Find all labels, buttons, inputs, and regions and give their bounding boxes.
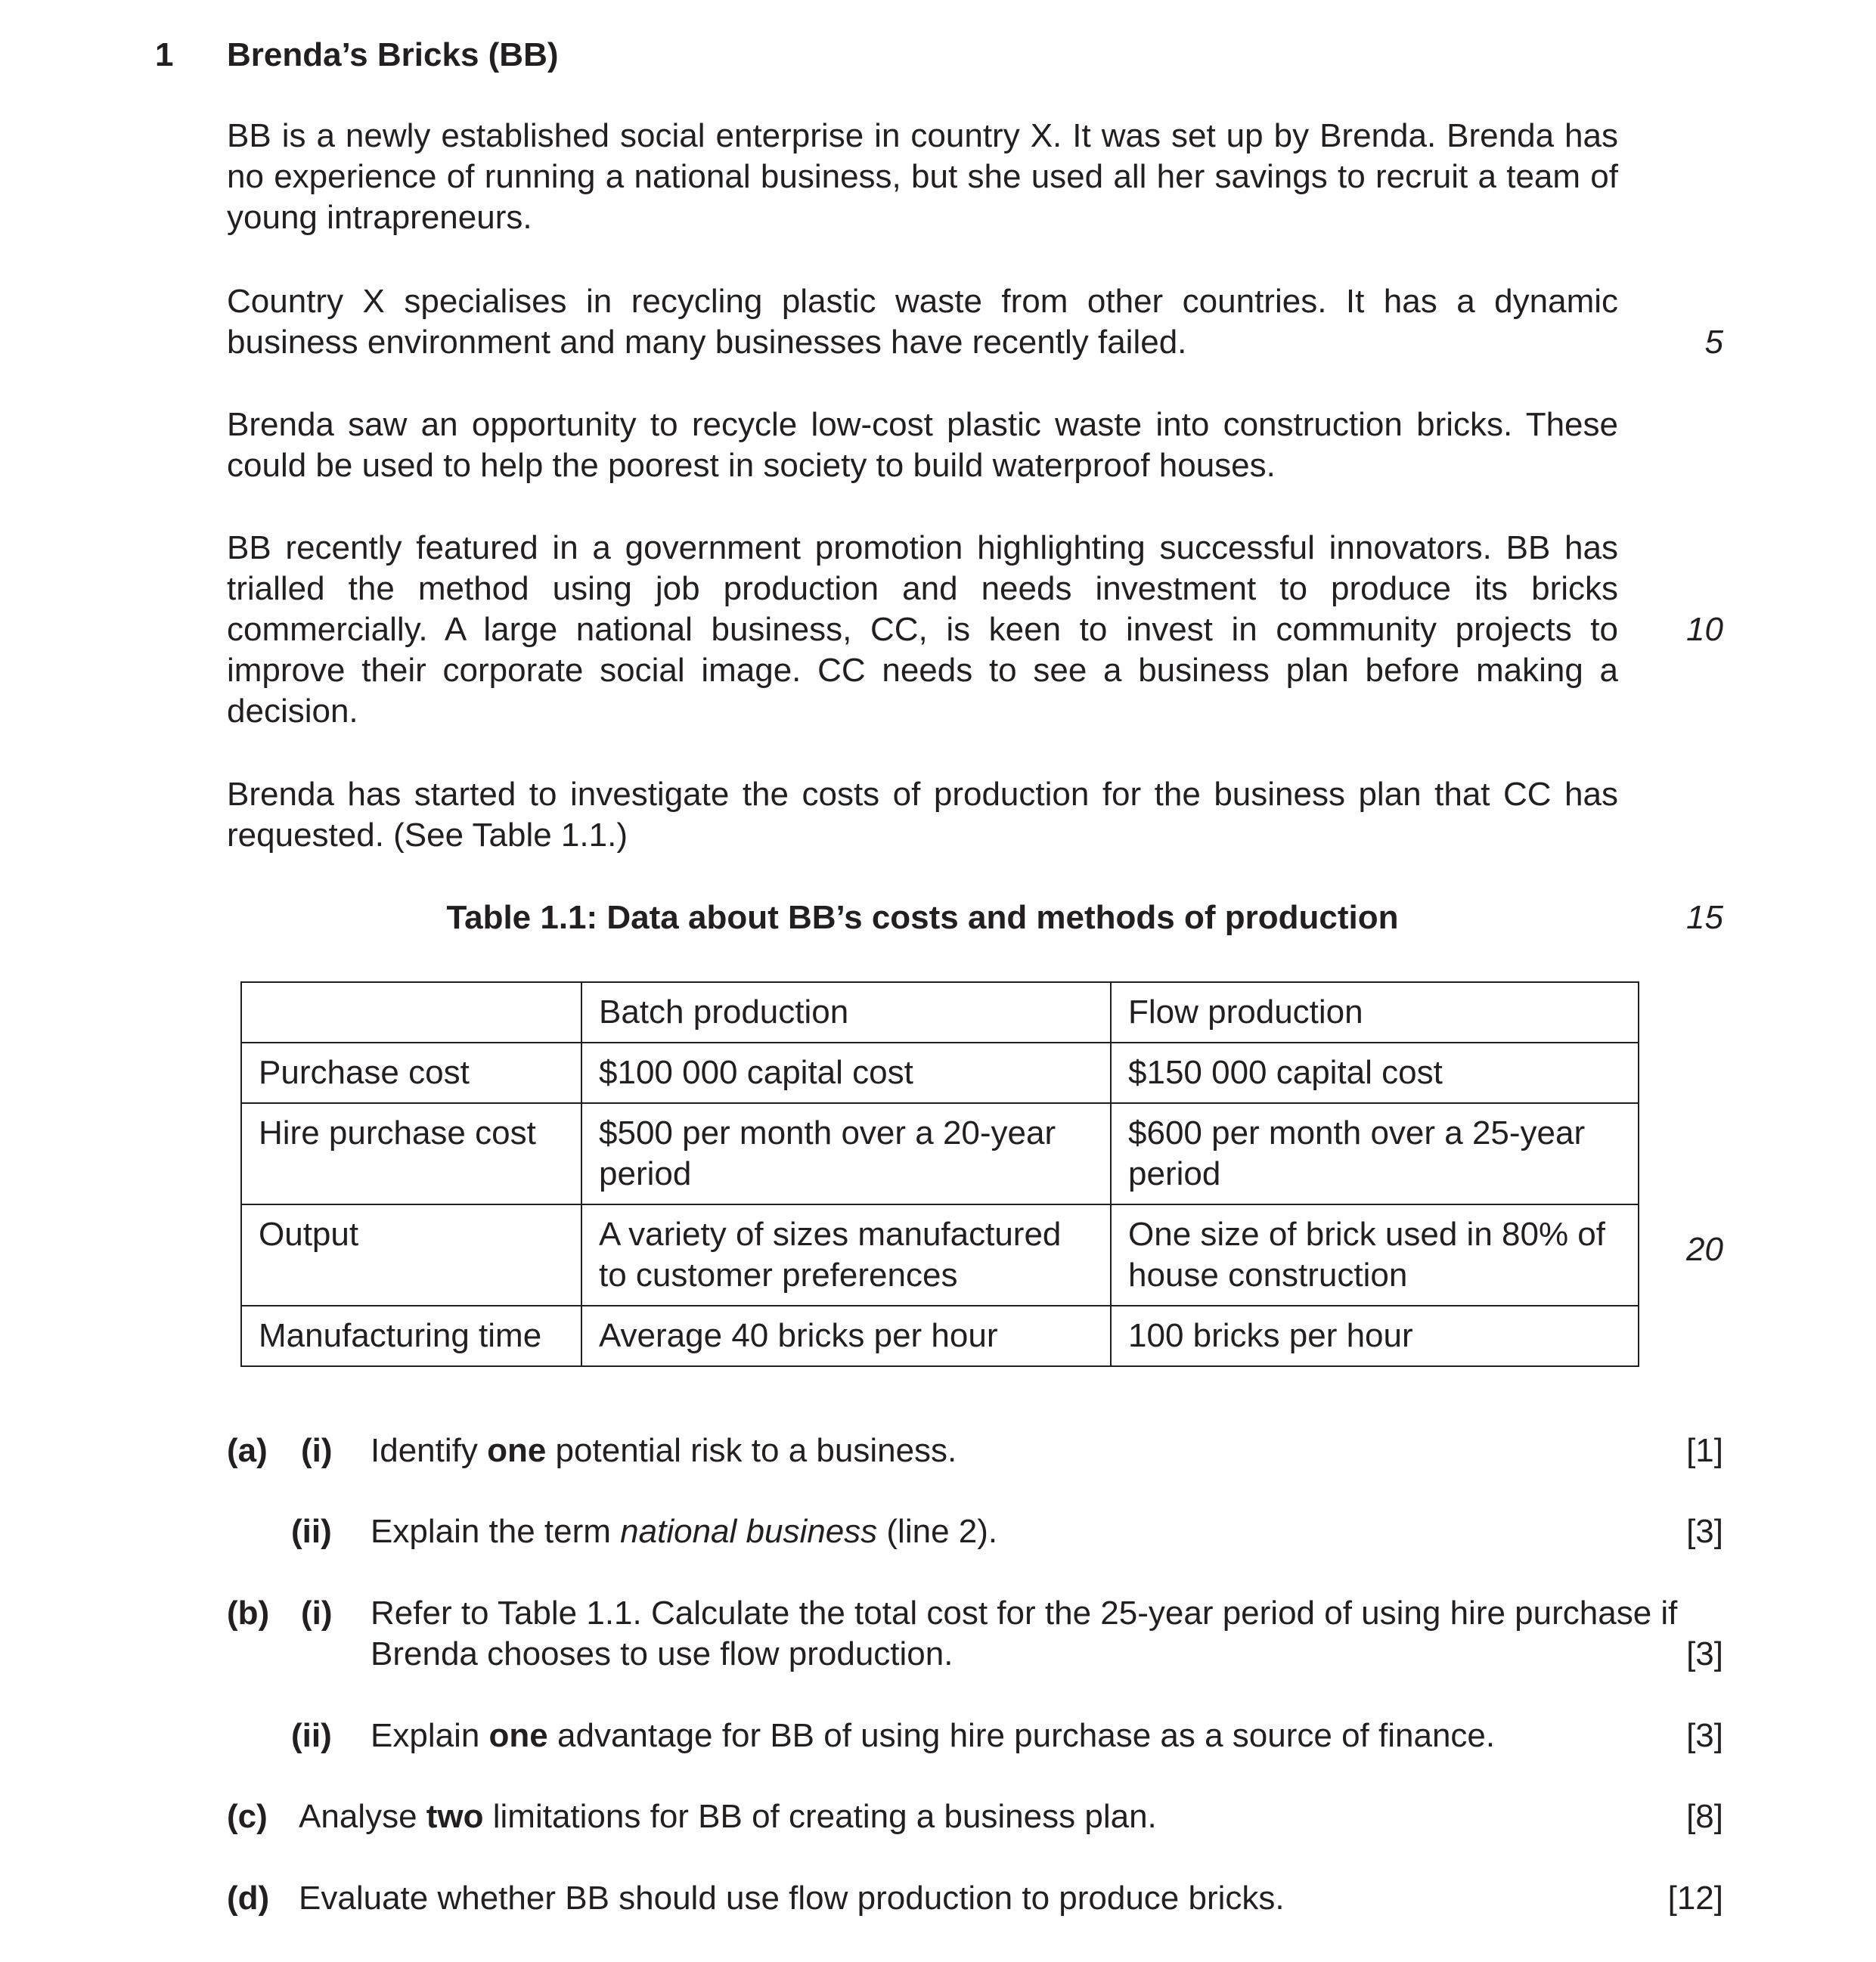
table-cell: Hire purchase cost — [241, 1103, 581, 1204]
italic-text: national business — [620, 1513, 878, 1550]
bold-text: one — [487, 1432, 547, 1469]
part-a-i-label: (i) — [301, 1432, 333, 1469]
table-cell: $100 000 capital cost — [581, 1043, 1111, 1103]
part-b-i-line-2: Brenda chooses to use flow production. — [371, 1635, 954, 1672]
mark-c: [8] — [1686, 1798, 1723, 1835]
table-header-cell: Flow production — [1111, 982, 1639, 1043]
bold-text: two — [426, 1798, 484, 1835]
text-run: potential risk to a business. — [546, 1432, 957, 1469]
table-cell: A variety of sizes manufactured to customer preferences — [581, 1204, 1111, 1306]
table-row — [241, 1204, 1639, 1306]
table-row — [241, 1043, 1639, 1103]
question-title: Brenda’s Bricks (BB) — [227, 36, 559, 73]
table-caption: Table 1.1: Data about BB’s costs and methods of production — [446, 899, 1399, 936]
line-number-20: 20 — [1686, 1231, 1723, 1268]
table-cell: Average 40 bricks per hour — [581, 1306, 1111, 1366]
part-d-text: Evaluate whether BB should use flow production to produce bricks. — [299, 1880, 1285, 1917]
part-a-ii-text — [371, 1511, 1724, 1552]
text-run: Explain — [371, 1717, 489, 1754]
costs-table — [240, 981, 1639, 1367]
line-number-5: 5 — [1704, 324, 1723, 361]
table-cell: 100 bricks per hour — [1111, 1306, 1639, 1366]
text-run: limitations for BB of creating a business plan. — [483, 1798, 1157, 1835]
text-run: Identify — [371, 1432, 488, 1469]
table-cell: Manufacturing time — [241, 1306, 581, 1366]
table-cell: Purchase cost — [241, 1043, 581, 1103]
text-run: (line 2). — [877, 1513, 998, 1550]
part-b-ii-text — [371, 1716, 1724, 1756]
text-run: Analyse — [299, 1798, 426, 1835]
part-c-label: (c) — [227, 1798, 268, 1835]
mark-d: [12] — [1667, 1880, 1723, 1917]
part-a-i-text — [371, 1430, 1724, 1471]
table-header-cell: Batch production — [581, 982, 1111, 1043]
text-run: Explain the term — [371, 1513, 621, 1550]
paragraph-2: Country X specialises in recycling plastic waste from other countries. It has a dynamic business environment and many businesses have recently failed. — [227, 283, 1618, 361]
table-cell: $500 per month over a 20-year period — [581, 1103, 1111, 1204]
paragraph-1: BB is a newly established social enterprise in country X. It was set up by Brenda. Brenda has no experience of running a national business, but she used all her savings to recruit a team of young intrapreneurs. — [227, 117, 1618, 236]
part-b-ii-label: (ii) — [291, 1717, 332, 1754]
mark-b-ii: [3] — [1686, 1717, 1723, 1754]
part-b-label: (b) — [227, 1595, 270, 1632]
mark-a-i: [1] — [1686, 1432, 1723, 1469]
part-b-i-label: (i) — [301, 1595, 333, 1632]
table-cell: $150 000 capital cost — [1111, 1043, 1639, 1103]
part-a-ii-label: (ii) — [291, 1513, 332, 1550]
table-header-cell — [241, 982, 581, 1043]
table-cell: Output — [241, 1204, 581, 1306]
paragraph-4: BB recently featured in a government promotion highlighting successful innovators. BB has trialled the method using job production and needs investment to produce its bricks commercially. A large national business, CC, is keen to invest in community projects to improve their corporate social image. CC needs to see a business plan before making a decision. — [227, 529, 1618, 730]
paragraph-5: Brenda has started to investigate the costs of production for the business plan that CC has requested. (See Table 1.1.) — [227, 776, 1618, 854]
table-header-row — [241, 982, 1639, 1043]
text-run: advantage for BB of using hire purchase as a source of finance. — [547, 1717, 1496, 1754]
part-a-label: (a) — [227, 1432, 268, 1469]
question-number: 1 — [155, 36, 174, 73]
line-number-15: 15 — [1686, 899, 1723, 936]
table-cell: One size of brick used in 80% of house construction — [1111, 1204, 1639, 1306]
mark-a-ii: [3] — [1686, 1513, 1723, 1550]
paragraph-3: Brenda saw an opportunity to recycle low-cost plastic waste into construction bricks. These could be used to help the poorest in society to build waterproof houses. — [227, 406, 1618, 484]
part-c-text — [299, 1796, 1660, 1837]
table-row — [241, 1306, 1639, 1366]
line-number-10: 10 — [1686, 611, 1723, 648]
table-cell: $600 per month over a 25-year period — [1111, 1103, 1639, 1204]
part-b-i-line-1: Refer to Table 1.1. Calculate the total cost for the 25-year period of using hire purchase if — [371, 1595, 1678, 1632]
table-row — [241, 1103, 1639, 1204]
part-d-label: (d) — [227, 1880, 270, 1917]
mark-b-i: [3] — [1686, 1635, 1723, 1672]
bold-text: one — [488, 1717, 548, 1754]
